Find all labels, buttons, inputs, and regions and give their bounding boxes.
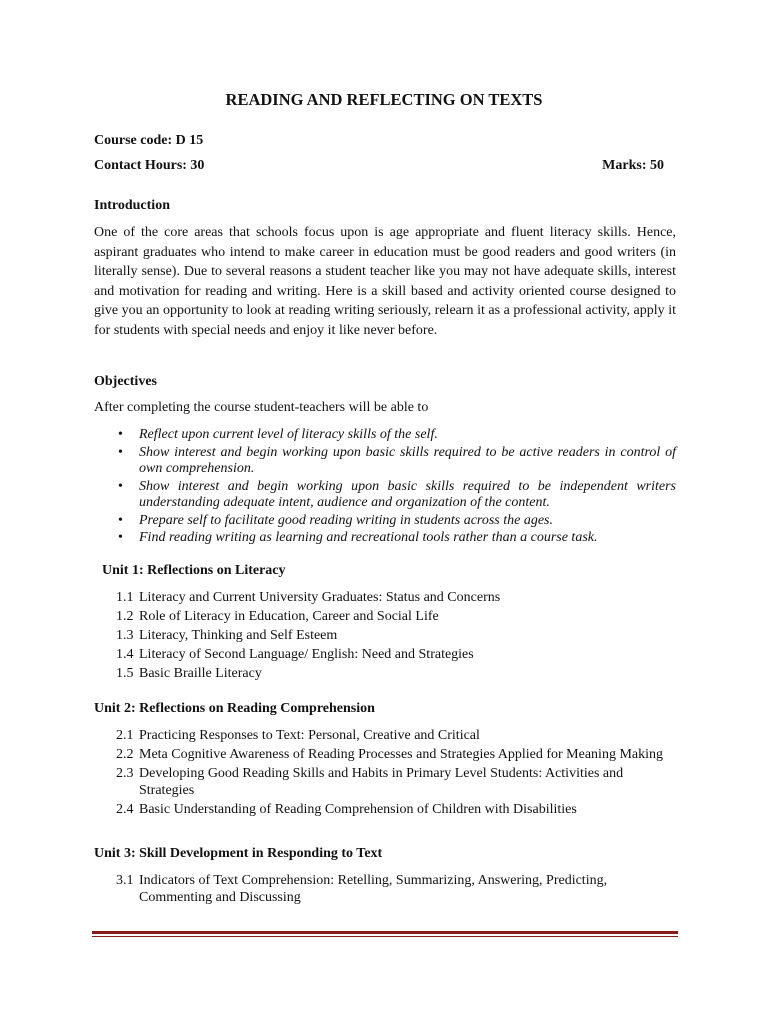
- item-number: 1.1: [116, 590, 134, 605]
- list-item: [116, 872, 678, 906]
- footer-rule-thin: [92, 936, 678, 937]
- unit-3-heading: Unit 3: Skill Development in Responding to Text: [94, 846, 383, 861]
- unit-2-list: [116, 727, 678, 820]
- objectives-list: [118, 427, 676, 548]
- unit-1-heading: Unit 1: Reflections on Literacy: [102, 563, 286, 578]
- bullet-icon: •: [118, 478, 123, 494]
- item-text: Practicing Responses to Text: Personal, Creative and Critical: [139, 728, 480, 743]
- item-number: 2.4: [116, 802, 134, 817]
- item-number: 2.2: [116, 747, 134, 762]
- item-number: 1.4: [116, 647, 134, 662]
- list-item: [116, 589, 678, 606]
- item-text: Meta Cognitive Awareness of Reading Processes and Strategies Applied for Meaning Making: [139, 747, 663, 762]
- item-number: 1.3: [116, 628, 134, 643]
- item-text: Basic Braille Literacy: [139, 666, 262, 681]
- list-item: [116, 608, 678, 625]
- list-item: [118, 530, 676, 547]
- bullet-icon: •: [118, 512, 123, 528]
- list-item: [118, 445, 676, 478]
- contact-hours: Contact Hours: 30: [94, 158, 205, 173]
- item-number: 3.1: [116, 873, 134, 888]
- objective-text: Show interest and begin working upon basic skills required to be independent writers understanding adequate intent, audience and organization of the content.: [139, 478, 676, 510]
- objective-text: Show interest and begin working upon basic skills required to be active readers in control of own comprehension.: [139, 444, 676, 476]
- item-text: Literacy and Current University Graduates: Status and Concerns: [139, 590, 501, 605]
- item-number: 1.5: [116, 666, 134, 681]
- item-number: 2.1: [116, 728, 134, 743]
- objective-text: Reflect upon current level of literacy skills of the self.: [139, 427, 438, 442]
- list-item: [118, 479, 676, 512]
- item-text: Indicators of Text Comprehension: Retelling, Summarizing, Answering, Predicting, Commenting and Discussing: [139, 873, 608, 905]
- item-number: 1.2: [116, 609, 134, 624]
- bullet-icon: •: [118, 444, 123, 460]
- unit-1-list: [116, 589, 678, 684]
- introduction-text: One of the core areas that schools focus upon is age appropriate and fluent literacy skills. Hence, aspirant graduates who intend to make career in education must be good readers and good writers (in literally sense). Due to several reasons a student teacher like you may not have adequate skills, interest and motivation for reading and writing. Here is a skill based and activity oriented course designed to give you an opportunity to look at reading writing seriously, relearn it as a professional activity, apply it for students with special needs and enjoy it like never before.: [94, 225, 676, 338]
- unit-3-list: [116, 872, 678, 908]
- list-item: [118, 427, 676, 444]
- item-text: Literacy of Second Language/ English: Need and Strategies: [139, 647, 474, 662]
- list-item: [116, 746, 678, 763]
- list-item: [116, 627, 678, 644]
- objectives-lead: After completing the course student-teachers will be able to: [94, 400, 429, 415]
- footer-rule: [92, 931, 678, 934]
- list-item: [118, 513, 676, 530]
- objective-text: Prepare self to facilitate good reading writing in students across the ages.: [139, 512, 554, 528]
- bullet-icon: •: [118, 427, 123, 442]
- marks: Marks: 50: [602, 158, 664, 173]
- list-item: [116, 727, 678, 744]
- list-item: [116, 801, 678, 818]
- bullet-icon: •: [118, 530, 123, 545]
- introduction-heading: Introduction: [94, 198, 170, 213]
- item-number: 2.3: [116, 766, 134, 781]
- item-text: Basic Understanding of Reading Comprehension of Children with Disabilities: [139, 802, 577, 817]
- page-title: READING AND REFLECTING ON TEXTS: [225, 90, 543, 109]
- objectives-heading: Objectives: [94, 374, 157, 389]
- list-item: [116, 646, 678, 663]
- unit-2-heading: Unit 2: Reflections on Reading Comprehension: [94, 701, 375, 716]
- objective-text: Find reading writing as learning and recreational tools rather than a course task.: [139, 530, 598, 545]
- item-text: Developing Good Reading Skills and Habits in Primary Level Students: Activities and Strategies: [139, 766, 624, 798]
- list-item: [116, 765, 678, 799]
- course-code: Course code: D 15: [94, 133, 204, 148]
- item-text: Literacy, Thinking and Self Esteem: [139, 628, 338, 643]
- contact-hours-row: [94, 158, 664, 174]
- item-text: Role of Literacy in Education, Career and Social Life: [139, 609, 439, 624]
- list-item: [116, 665, 678, 682]
